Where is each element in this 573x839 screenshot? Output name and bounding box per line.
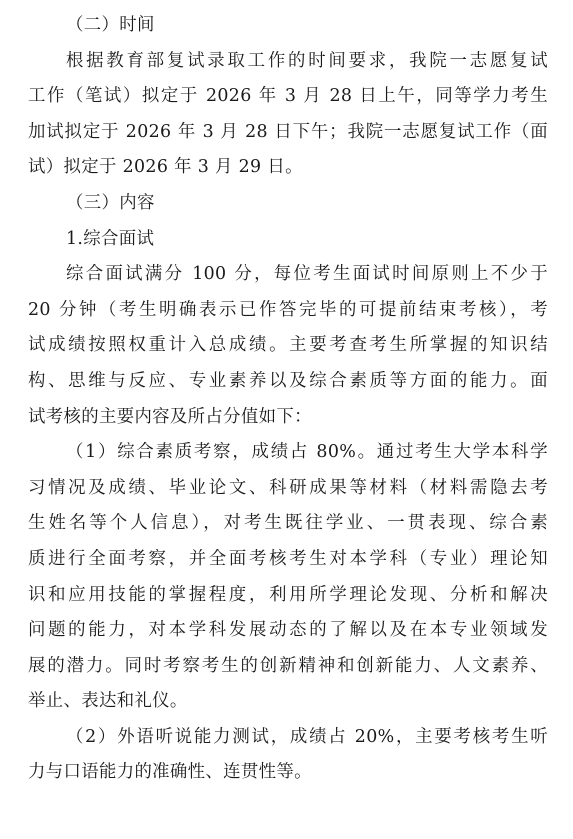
paragraph-item-2 [28, 720, 548, 791]
paragraph-line: 试考核的主要内容及所占分值如下： [28, 406, 312, 427]
paragraph-line: 试）拟定于 2026 年 3 月 29 日。 [28, 157, 303, 178]
section-heading-content: （三）内容 [66, 192, 155, 213]
section-heading-time: （二）时间 [66, 15, 155, 35]
paragraph-line: 加试拟定于 2026 年 3 月 28 日下午；我院一志愿复试工作（面 [28, 121, 548, 142]
paragraph-line: 生姓名等个人信息），对考生既往学业、一贯表现、综合素 [28, 513, 548, 534]
paragraph-line: 综合面试满分 100 分，每位考生面试时间原则上不少于 [66, 264, 548, 285]
paragraph-item-1 [28, 435, 548, 720]
paragraph-line: 试成绩按照权重计入总成绩。主要考查考生所掌握的知识结 [28, 335, 548, 356]
paragraph-line: （1）综合素质考察，成绩占 80%。通过考生大学本科学 [66, 442, 548, 463]
paragraph-line: 习情况及成绩、毕业论文、科研成果等材料（材料需隐去考 [28, 477, 548, 498]
paragraph-line: 识和应用技能的掌握程度，利用所学理论发现、分析和解决 [28, 584, 548, 605]
paragraph-line: 20 分钟（考生明确表示已作答完毕的可提前结束考核），考 [28, 299, 548, 320]
paragraph-interview-intro [28, 257, 548, 435]
paragraph-line: 质进行全面考察，并全面考核考生对本学科（专业）理论知 [28, 548, 548, 569]
paragraph-line: 工作（笔试）拟定于 2026 年 3 月 28 日上午，同等学力考生 [28, 86, 548, 107]
paragraph-line: 力与口语能力的准确性、连贯性等。 [28, 762, 312, 783]
subheading-interview: 1.综合面试 [66, 228, 155, 249]
paragraph-line: 展的潜力。同时考察考生的创新精神和创新能力、人文素养、 [28, 655, 548, 676]
paragraph-line: 问题的能力，对本学科发展动态的了解以及在本专业领域发 [28, 620, 548, 641]
paragraph-line: 举止、表达和礼仪。 [28, 691, 188, 712]
paragraph-time [28, 44, 548, 186]
paragraph-line: （2）外语听说能力测试，成绩占 20%，主要考核考生听 [66, 726, 548, 747]
paragraph-line: 根据教育部复试录取工作的时间要求，我院一志愿复试 [66, 50, 548, 71]
paragraph-line: 构、思维与反应、专业素养以及综合素质等方面的能力。面 [28, 370, 548, 391]
document-page [28, 8, 548, 791]
